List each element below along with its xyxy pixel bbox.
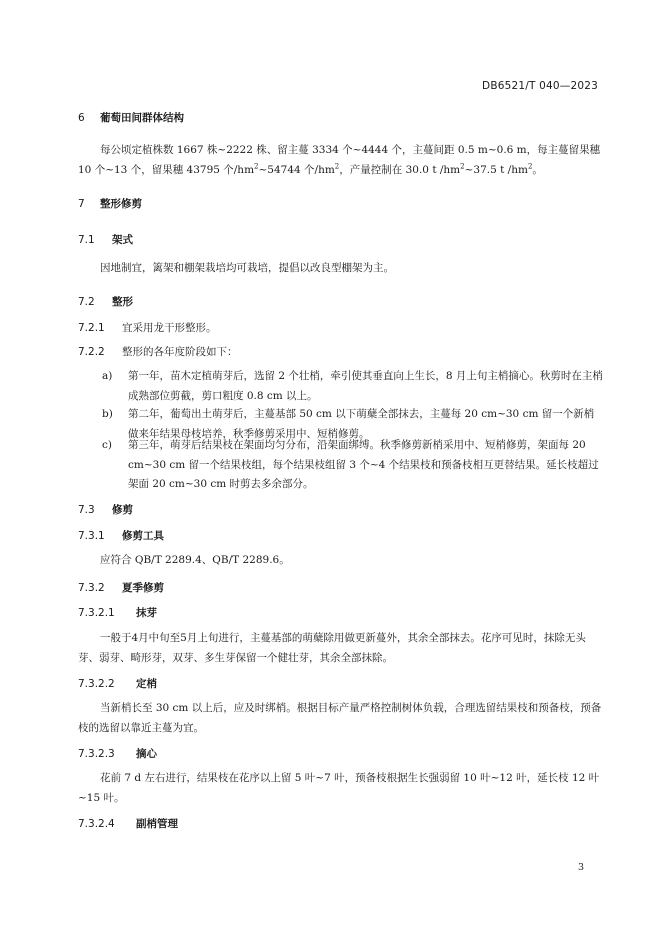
- heading-title: 定梢: [136, 678, 157, 690]
- heading-title: 修剪工具: [122, 530, 164, 542]
- heading-title: 抹芽: [136, 607, 157, 619]
- list-marker: b): [102, 408, 113, 420]
- heading-7-3-2: [78, 580, 164, 595]
- paragraph-7-1: 因地制宜，篱架和棚架栽培均可栽培，提倡以改良型棚架为主。: [100, 262, 394, 274]
- clause-text: 宜采用龙干形整形。: [122, 322, 217, 334]
- page-number: 3: [577, 862, 584, 873]
- heading-title: 架式: [112, 234, 133, 246]
- clause-number: 7.2.1: [78, 322, 105, 334]
- paragraph-7-3-2-3: 花前 7 d 左右进行，结果枝在花序以上留 5 叶~7 叶，预备枝根据生长强弱留 10 叶~12 叶，延长枝 12 叶~15 叶。: [78, 772, 600, 804]
- heading-number: 7.2: [78, 296, 95, 308]
- heading-7-3: [78, 502, 133, 517]
- heading-title: 修剪: [112, 504, 133, 516]
- heading-7-2: [78, 294, 133, 309]
- paragraph-7-3-2-2: 当新梢长至 30 cm 以上后，应及时绑梢。根据目标产量严格控制树体负载，合理选留结果枝和预备枝，预备枝的选留以靠近主蔓为宜。: [78, 702, 602, 734]
- list-item: [102, 367, 604, 406]
- paragraph-7-3-2-1: 一般于4月中旬至5月上旬进行，主蔓基部的萌蘖除用做更新蔓外，其余全部抹去。花序可见时，抹除无头芽、弱芽、畸形芽，双芽、多生芽保留一个健壮芽，其余全部抹除。: [78, 632, 586, 664]
- paragraph-6: 每公顷定植株数 1667 株~2222 株、留主蔓 3334 个~4444 个，主蔓间距 0.5 m~0.6 m，每主蔓留果穗 10 个~13 个，留果穗 43795 个$/hm^2\sim 54744$ 个$/hm^2$，产量控制在 30.0 t $/hm^2\sim 37.5$ t $/hm^2$。: [78, 144, 601, 176]
- heading-7-3-2-4: [78, 816, 178, 831]
- standard-code: DB6521/T 040—2023: [482, 80, 598, 92]
- list-text: 第一年，苗木定植萌芽后，选留 2 个壮梢，牵引使其垂直向上生长，8 月上旬主梢摘心。秋剪时在主梢成熟部位剪截，剪口粗度 0.8 cm 以上。: [128, 370, 603, 402]
- list-marker: a): [102, 370, 113, 382]
- heading-number: 7.3.2.1: [78, 607, 115, 619]
- heading-7-3-2-2: [78, 676, 157, 691]
- heading-6: [78, 110, 184, 125]
- heading-number: 6: [78, 112, 85, 124]
- heading-7-3-1: [78, 528, 164, 543]
- list-text: 第二年，葡萄出土萌芽后，主蔓基部 50 cm 以下萌蘖全部抹去，主蔓每 20 cm~30 cm 留一个新梢做来年结果母枝培养，秋季修剪采用中、短梢修剪。: [128, 408, 595, 440]
- heading-7-1: [78, 232, 133, 247]
- heading-7-3-2-3: [78, 746, 157, 761]
- heading-number: 7.3.1: [78, 530, 105, 542]
- heading-title: 整形: [112, 296, 133, 308]
- heading-title: 夏季修剪: [122, 582, 164, 594]
- heading-number: 7.3.2.3: [78, 748, 115, 760]
- list-item: [102, 436, 604, 495]
- heading-number: 7.3.2: [78, 582, 105, 594]
- heading-7-3-2-1: [78, 605, 157, 620]
- heading-7: [78, 196, 142, 211]
- heading-title: 葡萄田间群体结构: [100, 112, 184, 124]
- heading-title: 副梢管理: [136, 818, 178, 830]
- heading-title: 整形修剪: [100, 198, 142, 210]
- heading-number: 7.3.2.2: [78, 678, 115, 690]
- list-text: 第三年，萌芽后结果枝在架面均匀分布，沿架面绑缚。秋季修剪新梢采用中、短梢修剪，架面每 20 cm~30 cm 留一个结果枝组，每个结果枝组留 3 个~4 个结果枝和预备枝相互更替结果。延长枝超过架面 20 cm~30 cm 时剪去多余部分。: [128, 439, 599, 490]
- heading-title: 摘心: [136, 748, 157, 760]
- heading-number: 7: [78, 198, 85, 210]
- clause-7-2-2: [78, 344, 238, 359]
- clause-7-2-1: [78, 320, 217, 335]
- paragraph-7-3-1: 应符合 QB/T 2289.4、QB/T 2289.6。: [100, 554, 290, 566]
- clause-text: 整形的各年度阶段如下：: [122, 346, 238, 358]
- heading-number: 7.3: [78, 504, 95, 516]
- list-marker: c): [102, 439, 112, 451]
- heading-number: 7.1: [78, 234, 95, 246]
- clause-number: 7.2.2: [78, 346, 105, 358]
- heading-number: 7.3.2.4: [78, 818, 115, 830]
